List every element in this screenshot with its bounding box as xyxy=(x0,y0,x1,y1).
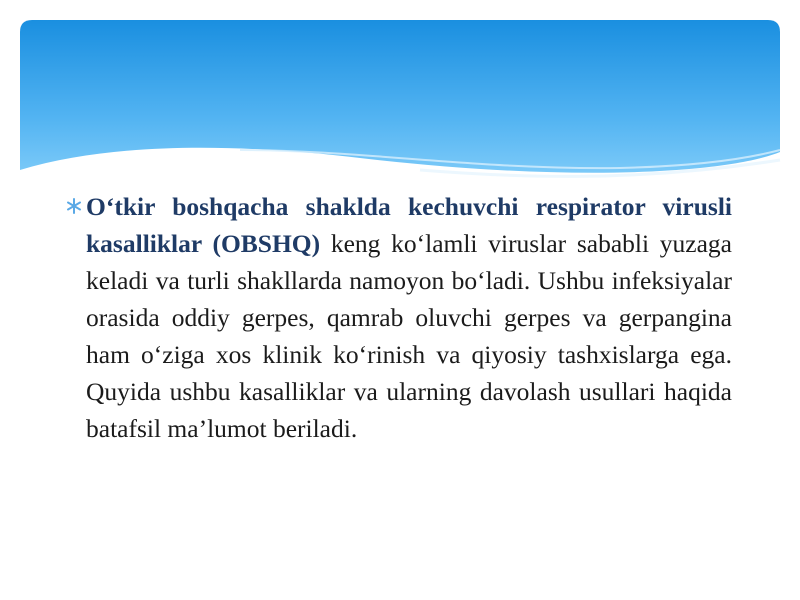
paragraph-body: keng ko‘lamli viruslar sababli yuzaga keladi va turli shakllarda namoyon bo‘ladi. Ushbu infeksiyalar orasida oddiy gerpes, qamrab oluvchi gerpes va gerpangina ham o‘ziga xos klinik ko‘rinish va qiyosiy tashxislarga ega. Quyida ushbu kasalliklar va ularning davolash usullari haqida batafsil ma’lumot beriladi. xyxy=(86,229,732,443)
paragraph-bold-lead: O‘tkir boshqacha shaklda kechuvchi respirator virusli kasalliklar (OBSHQ) xyxy=(86,192,732,258)
paragraph-text xyxy=(86,188,732,447)
bullet-paragraph xyxy=(62,188,732,447)
asterisk-bullet-icon xyxy=(62,194,86,218)
